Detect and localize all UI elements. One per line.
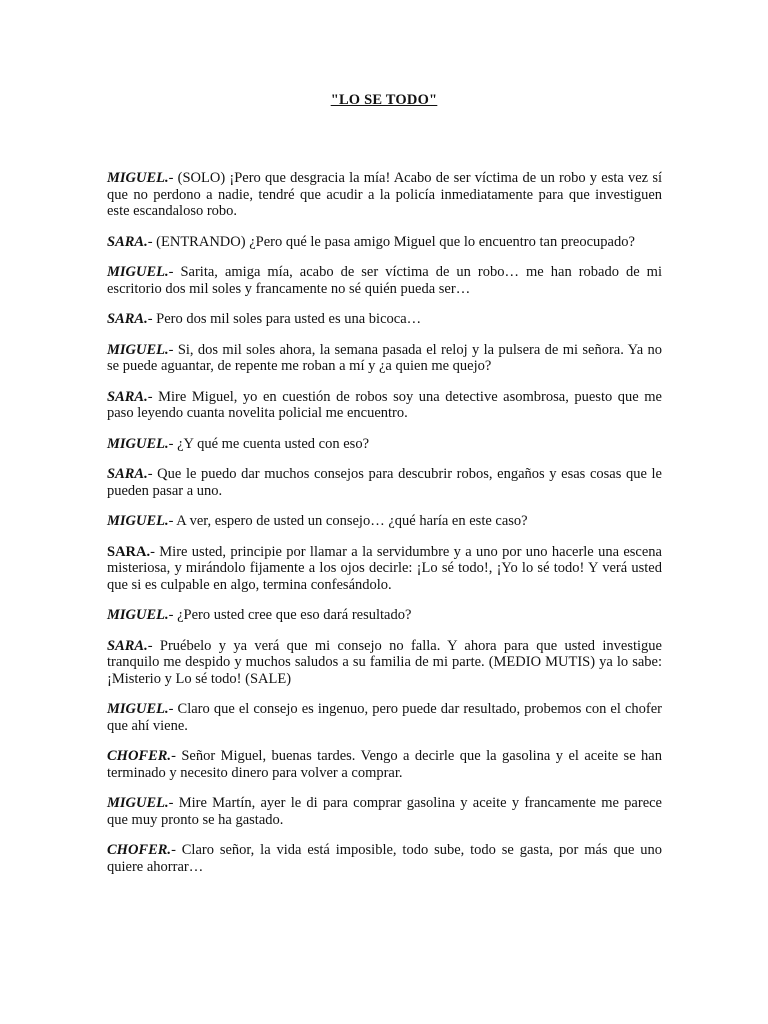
speaker-name: MIGUEL. bbox=[107, 264, 169, 280]
dialogue-text: - ¿Y qué me cuenta usted con eso? bbox=[168, 435, 370, 452]
dialogue-line bbox=[107, 342, 662, 375]
document-title: "LO SE TODO" bbox=[330, 92, 438, 108]
dialogue-line bbox=[107, 638, 662, 688]
dialogue-text: - Si, dos mil soles ahora, la semana pasada el reloj y la pulsera de mi señora. Ya no se puede aguantar, de repente me roban a mí y ¿a quien me quejo? bbox=[107, 341, 662, 374]
dialogue-line bbox=[107, 389, 662, 422]
speaker-name: CHOFER. bbox=[107, 842, 172, 858]
dialogue-text: - Claro que el consejo es ingenuo, pero puede dar resultado, probemos con el chofer que ahí viene. bbox=[107, 701, 662, 734]
dialogue-line bbox=[107, 795, 662, 828]
dialogue-line bbox=[107, 264, 662, 297]
speaker-name: MIGUEL. bbox=[107, 341, 169, 358]
dialogue-text: - Mire usted, principie por llamar a la servidumbre y a uno por uno hacerle una escena misteriosa, y mirándolo fijamente a los ojos decirle: ¡Lo sé todo!, ¡Yo lo sé todo! Y verá usted que si es culpable en algo, termina confesándolo. bbox=[107, 543, 662, 593]
speaker-name: CHOFER. bbox=[107, 748, 172, 764]
dialogue-text: - Pruébelo y ya verá que mi consejo no falla. Y ahora para que usted investigue tranquilo me despido y muchos saludos a su familia de mi parte. (MEDIO MUTIS) ya lo sabe: ¡Misterio y Lo sé todo! (SALE) bbox=[107, 637, 662, 687]
dialogue-line bbox=[107, 842, 662, 875]
dialogue-line bbox=[107, 170, 662, 220]
speaker-name: SARA. bbox=[107, 311, 148, 327]
dialogue-line bbox=[107, 513, 662, 530]
speaker-name: SARA. bbox=[107, 637, 148, 654]
dialogue-text: - Claro señor, la vida está imposible, todo sube, todo se gasta, por más que uno quiere ahorrar… bbox=[107, 842, 662, 875]
dialogue-text: - ¿Pero usted cree que eso dará resultado? bbox=[168, 607, 412, 623]
dialogue-line bbox=[107, 607, 662, 624]
speaker-name: SARA. bbox=[107, 233, 148, 250]
speaker-name: MIGUEL. bbox=[107, 513, 169, 529]
dialogue-text: - Que le puedo dar muchos consejos para descubrir robos, engaños y esas cosas que le pueden pasar a uno. bbox=[107, 466, 662, 499]
speaker-name: MIGUEL. bbox=[107, 170, 169, 186]
dialogue-line bbox=[107, 466, 662, 499]
speaker-name: SARA. bbox=[107, 466, 148, 482]
dialogue-text: - (ENTRANDO) ¿Pero qué le pasa amigo Miguel que lo encuentro tan preocupado? bbox=[147, 233, 635, 250]
speaker-name: MIGUEL. bbox=[107, 607, 169, 623]
script-body bbox=[107, 170, 662, 889]
dialogue-text: - Mire Miguel, yo en cuestión de robos soy una detective asombrosa, puesto que me paso leyendo cuanta novelita policial me encuentro. bbox=[107, 388, 662, 421]
dialogue-text: - A ver, espero de usted un consejo… ¿qué haría en este caso? bbox=[168, 513, 528, 529]
speaker-name: MIGUEL. bbox=[107, 795, 169, 811]
dialogue-line bbox=[107, 544, 662, 594]
dialogue-line bbox=[107, 311, 662, 328]
speaker-name: SARA. bbox=[107, 388, 148, 405]
dialogue-text: - Pero dos mil soles para usted es una bicoca… bbox=[147, 311, 422, 327]
dialogue-text: - Señor Miguel, buenas tardes. Vengo a decirle que la gasolina y el aceite se han terminado y necesito dinero para volver a comprar. bbox=[107, 748, 662, 781]
dialogue-line bbox=[107, 748, 662, 781]
dialogue-text: - Sarita, amiga mía, acabo de ser víctima de un robo… me han robado de mi escritorio dos mil soles y francamente no sé quién pueda ser… bbox=[107, 264, 662, 297]
dialogue-line bbox=[107, 234, 662, 251]
dialogue-line bbox=[107, 436, 662, 453]
dialogue-line bbox=[107, 701, 662, 734]
speaker-name: MIGUEL. bbox=[107, 435, 169, 452]
dialogue-text: - (SOLO) ¡Pero que desgracia la mía! Acabo de ser víctima de un robo y esta vez sí que no perdono a nadie, tendré que acudir a la policía inmediatamente para que investiguen este escandaloso robo. bbox=[107, 170, 662, 219]
dialogue-text: - Mire Martín, ayer le di para comprar gasolina y aceite y francamente me parece que muy pronto se ha gastado. bbox=[107, 795, 662, 828]
speaker-name: MIGUEL. bbox=[107, 701, 169, 717]
speaker-name: SARA. bbox=[107, 543, 151, 560]
